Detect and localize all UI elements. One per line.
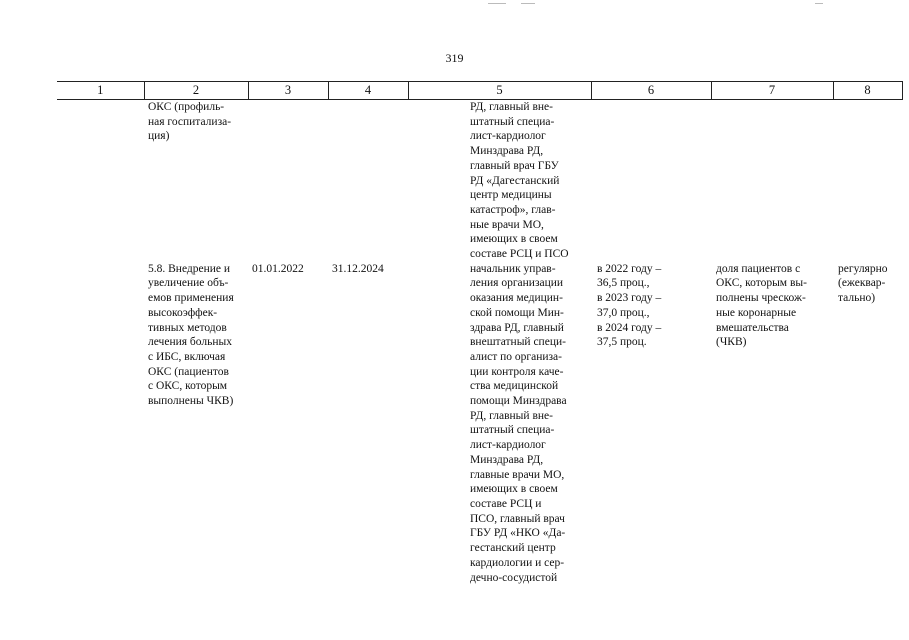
scan-artifact [521, 3, 535, 4]
cell-frequency [833, 262, 902, 585]
cell-target [591, 262, 711, 585]
cell-end-date [328, 262, 408, 585]
column-header-1: 1 [57, 82, 144, 100]
cell-text: 31.12.2024 [332, 262, 384, 275]
cell-activity [144, 100, 248, 262]
cell-text: РД, главный вне- штатный специа- лист-кардиолог Минздрава РД, главный врач ГБУ РД «Дагестанский центр медицины катастроф», глав- ные врачи МО, имеющих в своем составе РСЦ и ПСО [470, 101, 569, 261]
cell-indicator [711, 100, 833, 262]
cell-text: доля пациентов с ОКС, которым вы- полнены чрескож- ные коронарные вмешательства (ЧКВ) [716, 262, 807, 349]
column-header-8: 8 [833, 82, 902, 100]
column-header-3: 3 [248, 82, 328, 100]
cell-text: начальник управ- ления организации оказания медицин- ской помощи Мин- здрава РД, главный внештатный специ- алист по организа- ции контроля каче- ства медицинской помощи Минздрава РД, главный вне- штатный специа- лист-кардиолог Минздрава РД, главные врачи МО, имеющих в своем составе РСЦ и ПСО, главный врач ГБУ РД «НКО «Да- гестанский центр кардиологии и сер- дечно-сосудистой [470, 262, 567, 584]
cell-number [57, 262, 144, 585]
cell-target [591, 100, 711, 262]
cell-text: ОКС (профиль- ная госпитализа- ция) [148, 101, 232, 143]
column-header-5: 5 [408, 82, 591, 100]
cell-number [57, 100, 144, 262]
cell-responsible [408, 262, 591, 585]
table-row [57, 262, 902, 585]
page-number: 319 [445, 51, 464, 65]
cell-responsible [408, 100, 591, 262]
column-header-2: 2 [144, 82, 248, 100]
cell-start-date [248, 262, 328, 585]
scan-artifact [815, 3, 823, 4]
column-header-7: 7 [711, 82, 833, 100]
cell-activity [144, 262, 248, 585]
cell-text: в 2022 году – 36,5 проц., в 2023 году – 37,0 проц., в 2024 году – 37,5 проц. [597, 262, 662, 349]
cell-start-date [248, 100, 328, 262]
cell-text: регулярно (ежеквар- тально) [838, 262, 888, 305]
column-header-4: 4 [328, 82, 408, 100]
table-row [57, 100, 902, 262]
table-header-row [57, 82, 902, 100]
cell-text: 01.01.2022 [252, 262, 304, 275]
cell-text: 5.8. Внедрение и увеличение объ- емов применения высокоэффек- тивных методов лечения больных с ИБС, включая ОКС (пациентов с ОКС, которым выполнены ЧКВ) [148, 262, 234, 408]
column-header-6: 6 [591, 82, 711, 100]
document-table [57, 81, 903, 585]
cell-indicator [711, 262, 833, 585]
scan-artifact [488, 3, 506, 4]
cell-end-date [328, 100, 408, 262]
cell-frequency [833, 100, 902, 262]
